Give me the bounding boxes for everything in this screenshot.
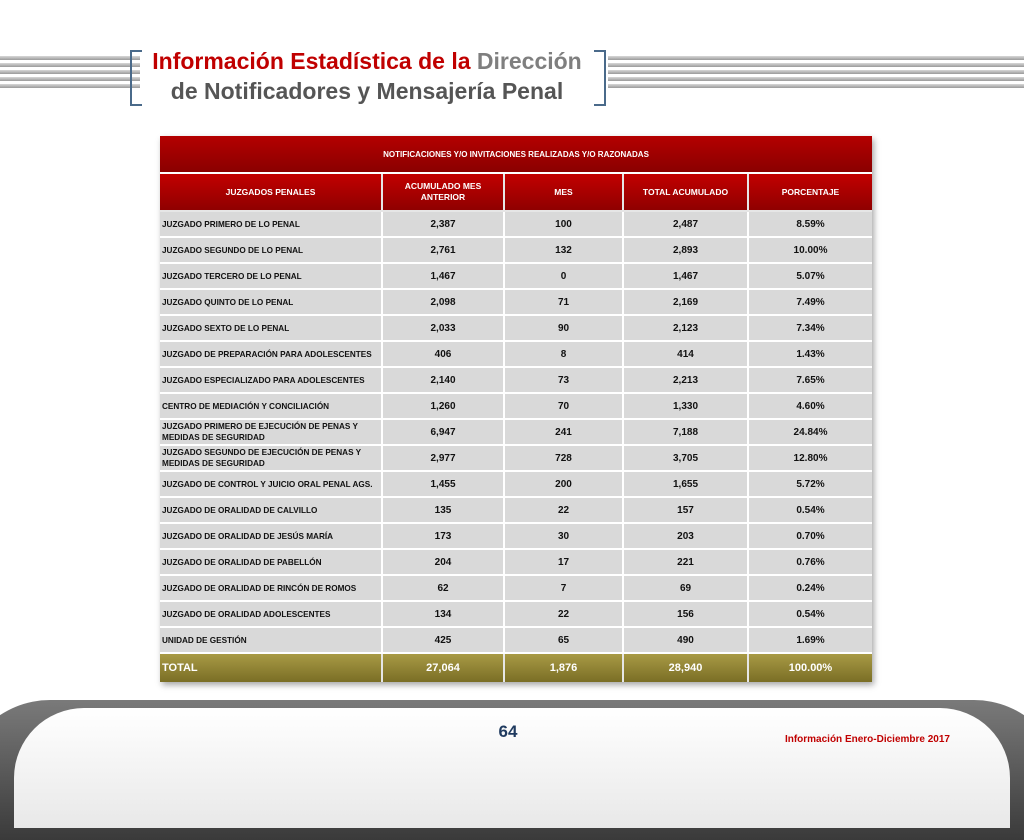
- row-mes: 70: [505, 394, 624, 420]
- row-mes: 728: [505, 446, 624, 472]
- row-mes: 7: [505, 576, 624, 602]
- row-total: 2,123: [624, 316, 749, 342]
- col-header-mes: MES: [505, 174, 624, 212]
- statistics-table: [160, 136, 872, 682]
- row-pct: 7.34%: [749, 316, 872, 342]
- report-period: Información Enero-Diciembre 2017: [784, 734, 950, 745]
- table-row: [160, 212, 872, 238]
- title-line-2: de Notificadores y Mensajería Penal: [170, 78, 564, 104]
- table-row: [160, 524, 872, 550]
- row-total: 69: [624, 576, 749, 602]
- page-number: 64: [498, 722, 518, 741]
- row-mes: 0: [505, 264, 624, 290]
- row-pct: 4.60%: [749, 394, 872, 420]
- total-total: 28,940: [624, 654, 749, 682]
- row-prev: 62: [383, 576, 505, 602]
- table-row: [160, 264, 872, 290]
- table-header-row: [160, 174, 872, 212]
- row-name: JUZGADO DE ORALIDAD DE PABELLÓN: [160, 550, 383, 576]
- table-row: [160, 316, 872, 342]
- table-row: [160, 290, 872, 316]
- row-mes: 73: [505, 368, 624, 394]
- row-pct: 0.54%: [749, 498, 872, 524]
- table-row: [160, 238, 872, 264]
- table-row: [160, 394, 872, 420]
- row-pct: 24.84%: [749, 420, 872, 446]
- row-pct: 0.24%: [749, 576, 872, 602]
- row-pct: 5.07%: [749, 264, 872, 290]
- row-pct: 1.43%: [749, 342, 872, 368]
- row-pct: 5.72%: [749, 472, 872, 498]
- row-mes: 241: [505, 420, 624, 446]
- row-name: JUZGADO SEGUNDO DE EJECUCIÓN DE PENAS Y MEDIDAS DE SEGURIDAD: [160, 446, 383, 472]
- row-prev: 134: [383, 602, 505, 628]
- row-name: JUZGADO SEGUNDO DE LO PENAL: [160, 238, 383, 264]
- row-total: 490: [624, 628, 749, 654]
- row-name: JUZGADO DE ORALIDAD DE RINCÓN DE ROMOS: [160, 576, 383, 602]
- col-header-porcentaje: PORCENTAJE: [749, 174, 872, 212]
- table-row: [160, 446, 872, 472]
- title-red-part: Información Estadística de la: [152, 48, 471, 74]
- table-row: [160, 368, 872, 394]
- row-prev: 2,098: [383, 290, 505, 316]
- row-mes: 30: [505, 524, 624, 550]
- row-prev: 1,467: [383, 264, 505, 290]
- row-prev: 1,260: [383, 394, 505, 420]
- row-total: 157: [624, 498, 749, 524]
- total-mes: 1,876: [505, 654, 624, 682]
- row-name: JUZGADO DE ORALIDAD DE JESÚS MARÍA: [160, 524, 383, 550]
- row-mes: 65: [505, 628, 624, 654]
- row-name: JUZGADO PRIMERO DE LO PENAL: [160, 212, 383, 238]
- table-row: [160, 472, 872, 498]
- row-total: 203: [624, 524, 749, 550]
- row-pct: 0.76%: [749, 550, 872, 576]
- row-name: JUZGADO DE ORALIDAD ADOLESCENTES: [160, 602, 383, 628]
- row-name: JUZGADO SEXTO DE LO PENAL: [160, 316, 383, 342]
- row-name: JUZGADO DE CONTROL Y JUICIO ORAL PENAL AGS.: [160, 472, 383, 498]
- row-prev: 1,455: [383, 472, 505, 498]
- total-pct: 100.00%: [749, 654, 872, 682]
- row-prev: 425: [383, 628, 505, 654]
- total-label: TOTAL: [160, 654, 383, 682]
- row-prev: 2,387: [383, 212, 505, 238]
- row-mes: 8: [505, 342, 624, 368]
- row-prev: 204: [383, 550, 505, 576]
- row-mes: 90: [505, 316, 624, 342]
- total-row: [160, 654, 872, 682]
- row-name: JUZGADO TERCERO DE LO PENAL: [160, 264, 383, 290]
- row-total: 1,655: [624, 472, 749, 498]
- row-name: JUZGADO DE ORALIDAD DE CALVILLO: [160, 498, 383, 524]
- page-title: [140, 46, 594, 106]
- header-stripes-left: [0, 56, 140, 96]
- row-total: 2,213: [624, 368, 749, 394]
- row-prev: 2,761: [383, 238, 505, 264]
- row-prev: 135: [383, 498, 505, 524]
- row-mes: 71: [505, 290, 624, 316]
- row-mes: 200: [505, 472, 624, 498]
- row-mes: 22: [505, 602, 624, 628]
- row-total: 221: [624, 550, 749, 576]
- table-row: [160, 420, 872, 446]
- col-header-juzgados: JUZGADOS PENALES: [160, 174, 383, 212]
- col-header-total-acumulado: TOTAL ACUMULADO: [624, 174, 749, 212]
- row-pct: 12.80%: [749, 446, 872, 472]
- row-pct: 7.65%: [749, 368, 872, 394]
- row-prev: 6,947: [383, 420, 505, 446]
- row-total: 2,169: [624, 290, 749, 316]
- row-prev: 2,140: [383, 368, 505, 394]
- row-pct: 1.69%: [749, 628, 872, 654]
- header-stripes-right: [608, 56, 1024, 96]
- title-grey-part: Dirección: [476, 48, 582, 74]
- row-total: 414: [624, 342, 749, 368]
- row-name: JUZGADO DE PREPARACIÓN PARA ADOLESCENTES: [160, 342, 383, 368]
- row-pct: 0.70%: [749, 524, 872, 550]
- row-prev: 2,033: [383, 316, 505, 342]
- row-mes: 100: [505, 212, 624, 238]
- table-row: [160, 576, 872, 602]
- row-total: 3,705: [624, 446, 749, 472]
- row-pct: 7.49%: [749, 290, 872, 316]
- row-mes: 132: [505, 238, 624, 264]
- row-total: 1,330: [624, 394, 749, 420]
- row-name: CENTRO DE MEDIACIÓN Y CONCILIACIÓN: [160, 394, 383, 420]
- row-mes: 17: [505, 550, 624, 576]
- row-name: JUZGADO QUINTO DE LO PENAL: [160, 290, 383, 316]
- row-prev: 2,977: [383, 446, 505, 472]
- row-total: 2,893: [624, 238, 749, 264]
- table-row: [160, 602, 872, 628]
- row-name: UNIDAD DE GESTIÓN: [160, 628, 383, 654]
- row-total: 1,467: [624, 264, 749, 290]
- row-pct: 8.59%: [749, 212, 872, 238]
- row-prev: 406: [383, 342, 505, 368]
- col-header-acumulado-anterior: ACUMULADO MES ANTERIOR: [383, 174, 505, 212]
- row-total: 2,487: [624, 212, 749, 238]
- row-name: JUZGADO ESPECIALIZADO PARA ADOLESCENTES: [160, 368, 383, 394]
- table-row: [160, 550, 872, 576]
- total-prev: 27,064: [383, 654, 505, 682]
- table-row: [160, 342, 872, 368]
- title-bracket-right: [594, 50, 606, 106]
- row-total: 7,188: [624, 420, 749, 446]
- row-prev: 173: [383, 524, 505, 550]
- table-caption: NOTIFICACIONES Y/O INVITACIONES REALIZADAS Y/O RAZONADAS: [160, 136, 872, 174]
- row-pct: 10.00%: [749, 238, 872, 264]
- row-total: 156: [624, 602, 749, 628]
- table-row: [160, 498, 872, 524]
- row-name: JUZGADO PRIMERO DE EJECUCIÓN DE PENAS Y MEDIDAS DE SEGURIDAD: [160, 420, 383, 446]
- row-pct: 0.54%: [749, 602, 872, 628]
- table-row: [160, 628, 872, 654]
- row-mes: 22: [505, 498, 624, 524]
